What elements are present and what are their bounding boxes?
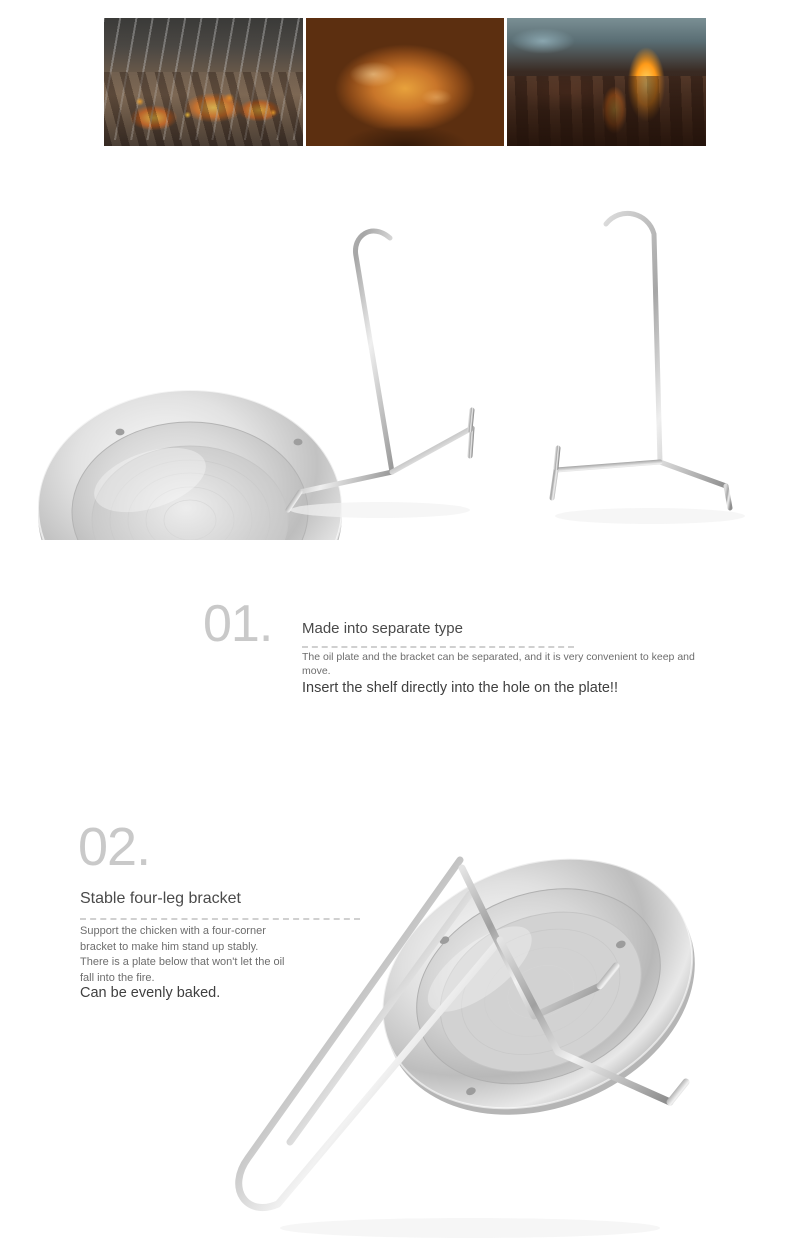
photo-charcoal-grill-flames xyxy=(104,18,303,146)
assembled-illustration xyxy=(170,790,730,1250)
oil-plate xyxy=(38,390,342,540)
section-01 xyxy=(0,595,790,718)
plate-hole xyxy=(116,429,125,436)
section-02-highlight: Can be evenly baked. xyxy=(80,985,221,1001)
wire-bracket-center-legs xyxy=(470,410,558,468)
section-01-highlight: Insert the shelf directly into the hole on the plate!! xyxy=(302,680,618,696)
product-hero-image xyxy=(0,180,790,540)
section-01-title: Made into separate type xyxy=(302,620,463,637)
section-01-body: The oil plate and the bracket can be separated, and it is very convenient to keep and move. xyxy=(302,651,695,678)
section-02-body: Support the chicken with a four-corner bracket to make him stand up stably. There is a plate below that won't let the oil fall into the fire. xyxy=(80,925,285,984)
plate-hole xyxy=(294,439,303,446)
photo-fire-pit-log xyxy=(507,18,706,146)
hero-illustration xyxy=(0,180,790,540)
photo-strip xyxy=(104,18,706,146)
section-01-divider xyxy=(302,646,574,648)
photo-roast-chicken xyxy=(306,18,505,146)
section-02-number: 02. xyxy=(78,817,151,877)
product-assembled-image xyxy=(170,790,730,1250)
section-02-title: Stable four-leg bracket xyxy=(80,890,241,907)
section-01-number: 01. xyxy=(203,595,273,653)
wire-bracket-right xyxy=(552,213,730,508)
